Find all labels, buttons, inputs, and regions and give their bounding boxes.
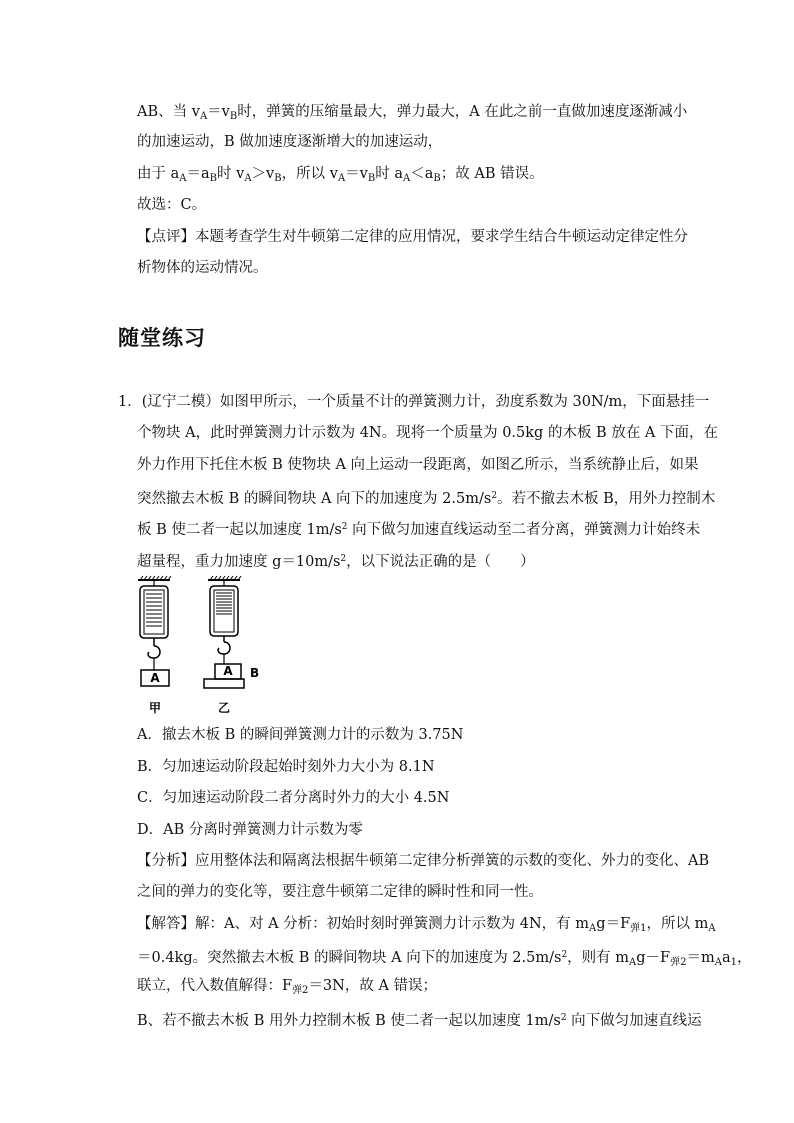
text-line: 析物体的运动情况。 — [137, 260, 268, 276]
question-line: 板 B 使二者一起以加速度 $1m/s^2$ 向下做匀加速直线运动至二者分离，弹簧测力计始终未 — [137, 522, 701, 538]
analysis-line: 【分析】应用整体法和隔离法根据牛顿第二定律分析弹簧的示数的变化、外力的变化、AB — [137, 853, 710, 869]
analysis-line: 之间的弹力的变化等，要注意牛顿第二定律的瞬时性和同一性。 — [137, 884, 543, 900]
board-b-label: B — [250, 666, 260, 680]
solution-line: ＝0.4kg。突然撤去木板 B 的瞬间物块 A 向下的加速度为 $2.5m/s^2$，则有 $m_Ag-F_{弹2}=m_Aa_1$， — [137, 950, 752, 968]
text-line: 由于 $a_A=a_B$时 $v_A>v_B$，所以 $v_A=v_B$时 $a_A<a_B$；故 AB 错误。 — [137, 166, 544, 184]
question-line: 外力作用下托住木板 B 使物块 A 向上运动一段距离，如图乙所示，当系统静止后，如果 — [137, 457, 699, 473]
text-line: AB、当 $v_A=v_B$时，弹簧的压缩量最大，弹力最大，A 在此之前一直做加速度逐渐减小 — [137, 104, 688, 122]
option-c: C．匀加速运动阶段二者分离时外力的大小 4.5N — [137, 790, 450, 806]
figure-caption-right: 乙 — [217, 701, 231, 715]
solution-line: 联立，代入数值解得：$F_{弹2}=3N$，故 A 错误； — [137, 978, 438, 996]
block-a-label: A — [223, 664, 233, 678]
text-line: 的加速运动，B 做加速度逐渐增大的加速运动， — [137, 134, 443, 150]
option-d: D．AB 分离时弹簧测力计示数为零 — [137, 822, 363, 838]
figure-caption-left: 甲 — [148, 701, 162, 715]
question-line: 个物块 A，此时弹簧测力计示数为 4N。现将一个质量为 0.5kg 的木板 B 放在 A 下面，在 — [137, 425, 719, 441]
block-a-label: A — [150, 671, 160, 685]
question-line: 超量程，重力加速度 $g=10m/s^2$，以下说法正确的是（ ） — [137, 554, 535, 570]
spring-scale-left — [138, 576, 171, 715]
option-b: B．匀加速运动阶段起始时刻外力大小为 8.1N — [137, 759, 435, 775]
text-line: 故选：C。 — [137, 197, 207, 213]
section-title: 随堂练习 — [118, 326, 206, 350]
solution-line: B、若不撤去木板 B 用外力控制木板 B 使二者一起以加速度 $1m/s^2$ 向下做匀加速直线运 — [137, 1013, 702, 1029]
option-a: A．撤去木板 B 的瞬间弹簧测力计的示数为 3.75N — [137, 727, 464, 743]
question-line: 1．(辽宁二模）如图甲所示，一个质量不计的弹簧测力计，劲度系数为 30N/m，下面悬挂一 — [118, 394, 710, 410]
solution-line: 【解答】解：A、对 A 分析：初始时刻时弹簧测力计示数为 4N，有 $m_Ag=F_{弹1}$，所以 $m_A$ — [137, 916, 716, 934]
question-line: 突然撤去木板 B 的瞬间物块 A 向下的加速度为 $2.5m/s^2$。若不撤去木板 B，用外力控制木 — [137, 491, 716, 507]
text-line: 【点评】本题考查学生对牛顿第二定律的应用情况，要求学生结合牛顿运动定律定性分 — [137, 229, 688, 245]
spring-scale-figure — [132, 574, 272, 724]
spring-scale-right — [204, 576, 259, 715]
